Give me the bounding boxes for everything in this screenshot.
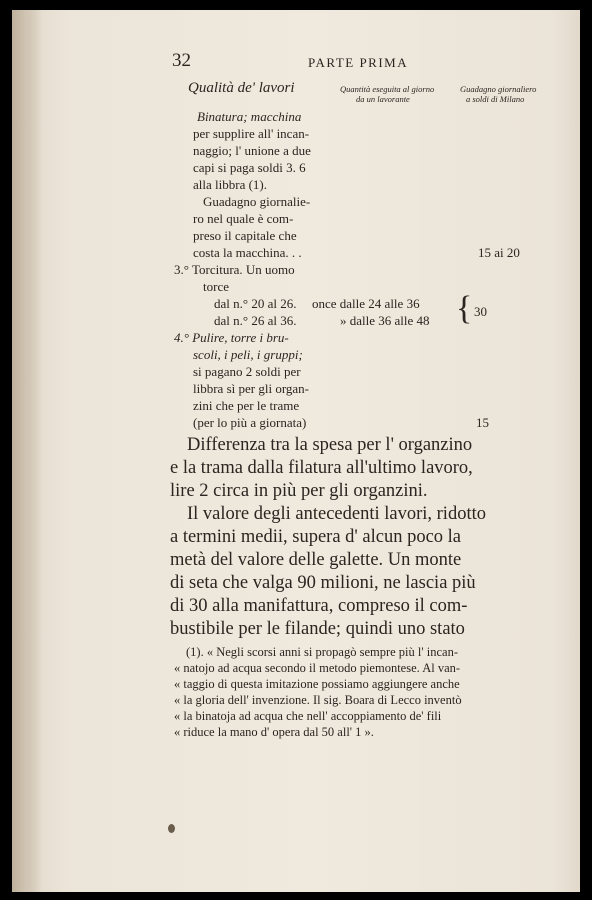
body-line: bustibile per le filande; quindi uno stato <box>170 619 465 639</box>
page-number: 32 <box>172 50 191 71</box>
footnote-line: « taggio di questa imitazione possiamo aggiungere anche <box>174 677 460 691</box>
body-line: di 30 alla manifattura, compreso il com- <box>170 596 468 616</box>
ink-stain <box>168 824 175 833</box>
col-quantity-heading-line2: da un lavorante <box>356 94 410 104</box>
body-line: a termini medii, supera d' alcun poco la <box>170 527 462 547</box>
footnote-line: « la gloria dell' invenzione. Il sig. Boara di Lecco inventò <box>174 693 462 707</box>
row-torcitura: 3.° Torcitura. Un uomo <box>174 262 295 277</box>
brace-glyph: { <box>456 290 473 327</box>
col-quality-heading: Qualità de' lavori <box>188 80 295 96</box>
row-line: naggio; l' unione a due <box>193 143 311 158</box>
row-line: Guadagno giornalie- <box>203 194 311 209</box>
footnote-line: « la binatoja ad acqua che nell' accoppiamento de' fili <box>174 709 442 723</box>
row-line: capi si paga soldi 3. 6 <box>193 160 306 175</box>
row-line: per supplire all' incan- <box>193 126 310 141</box>
body-line: metà del valore delle galette. Un monte <box>170 550 462 570</box>
body-line: lire 2 circa in più per gli organzini. <box>170 481 428 501</box>
row-line: si pagano 2 soldi per <box>193 364 301 379</box>
row-line: zini che per le trame <box>193 398 300 413</box>
gain-value: 30 <box>474 304 487 319</box>
row-line: scoli, i peli, i gruppi; <box>193 347 303 362</box>
row-pulire: 4.° Pulire, torre i bru- <box>174 330 289 345</box>
body-line: e la trama dalla filatura all'ultimo lavoro, <box>170 458 473 478</box>
row-line: torce <box>203 279 229 294</box>
body-line: Il valore degli antecedenti lavori, ridotto <box>187 504 486 524</box>
row-line: dal n.° 20 al 26. <box>214 296 297 311</box>
row-line: preso il capitale che <box>193 228 297 243</box>
row-line: libbra sì per gli organ- <box>193 381 310 396</box>
body-line: Differenza tra la spesa per l' organzino <box>187 435 473 455</box>
running-title: PARTE PRIMA <box>308 55 409 70</box>
quantity-value: once dalle 24 alle 36 <box>312 296 420 311</box>
gain-value: 15 <box>476 415 489 430</box>
row-binatura: Binatura; macchina <box>197 109 302 124</box>
body-line: di seta che valga 90 milioni, ne lascia più <box>170 573 476 593</box>
gain-value: 15 ai 20 <box>478 245 520 260</box>
row-line: costa la macchina. . . <box>193 245 302 260</box>
col-gain-heading-line1: Guadagno giornaliero <box>460 84 537 94</box>
quantity-value: » dalle 36 alle 48 <box>340 313 430 328</box>
row-line: dal n.° 26 al 36. <box>214 313 297 328</box>
row-line: (per lo più a giornata) <box>193 415 307 430</box>
footnote-line: « riduce la mano d' opera dal 50 all' 1 ». <box>174 725 374 739</box>
col-quantity-heading-line1: Quantità eseguita al giorno <box>340 84 435 94</box>
row-line: ro nel quale è com- <box>193 211 294 226</box>
col-gain-heading-line2: a soldi di Milano <box>466 94 525 104</box>
footnote-line: (1). « Negli scorsi anni si propagò sempre più l' incan- <box>186 645 458 659</box>
row-line: alla libbra (1). <box>193 177 267 192</box>
footnote-line: « natojo ad acqua secondo il metodo piemontese. Al van- <box>174 661 461 675</box>
page-gutter-shadow <box>12 10 42 892</box>
